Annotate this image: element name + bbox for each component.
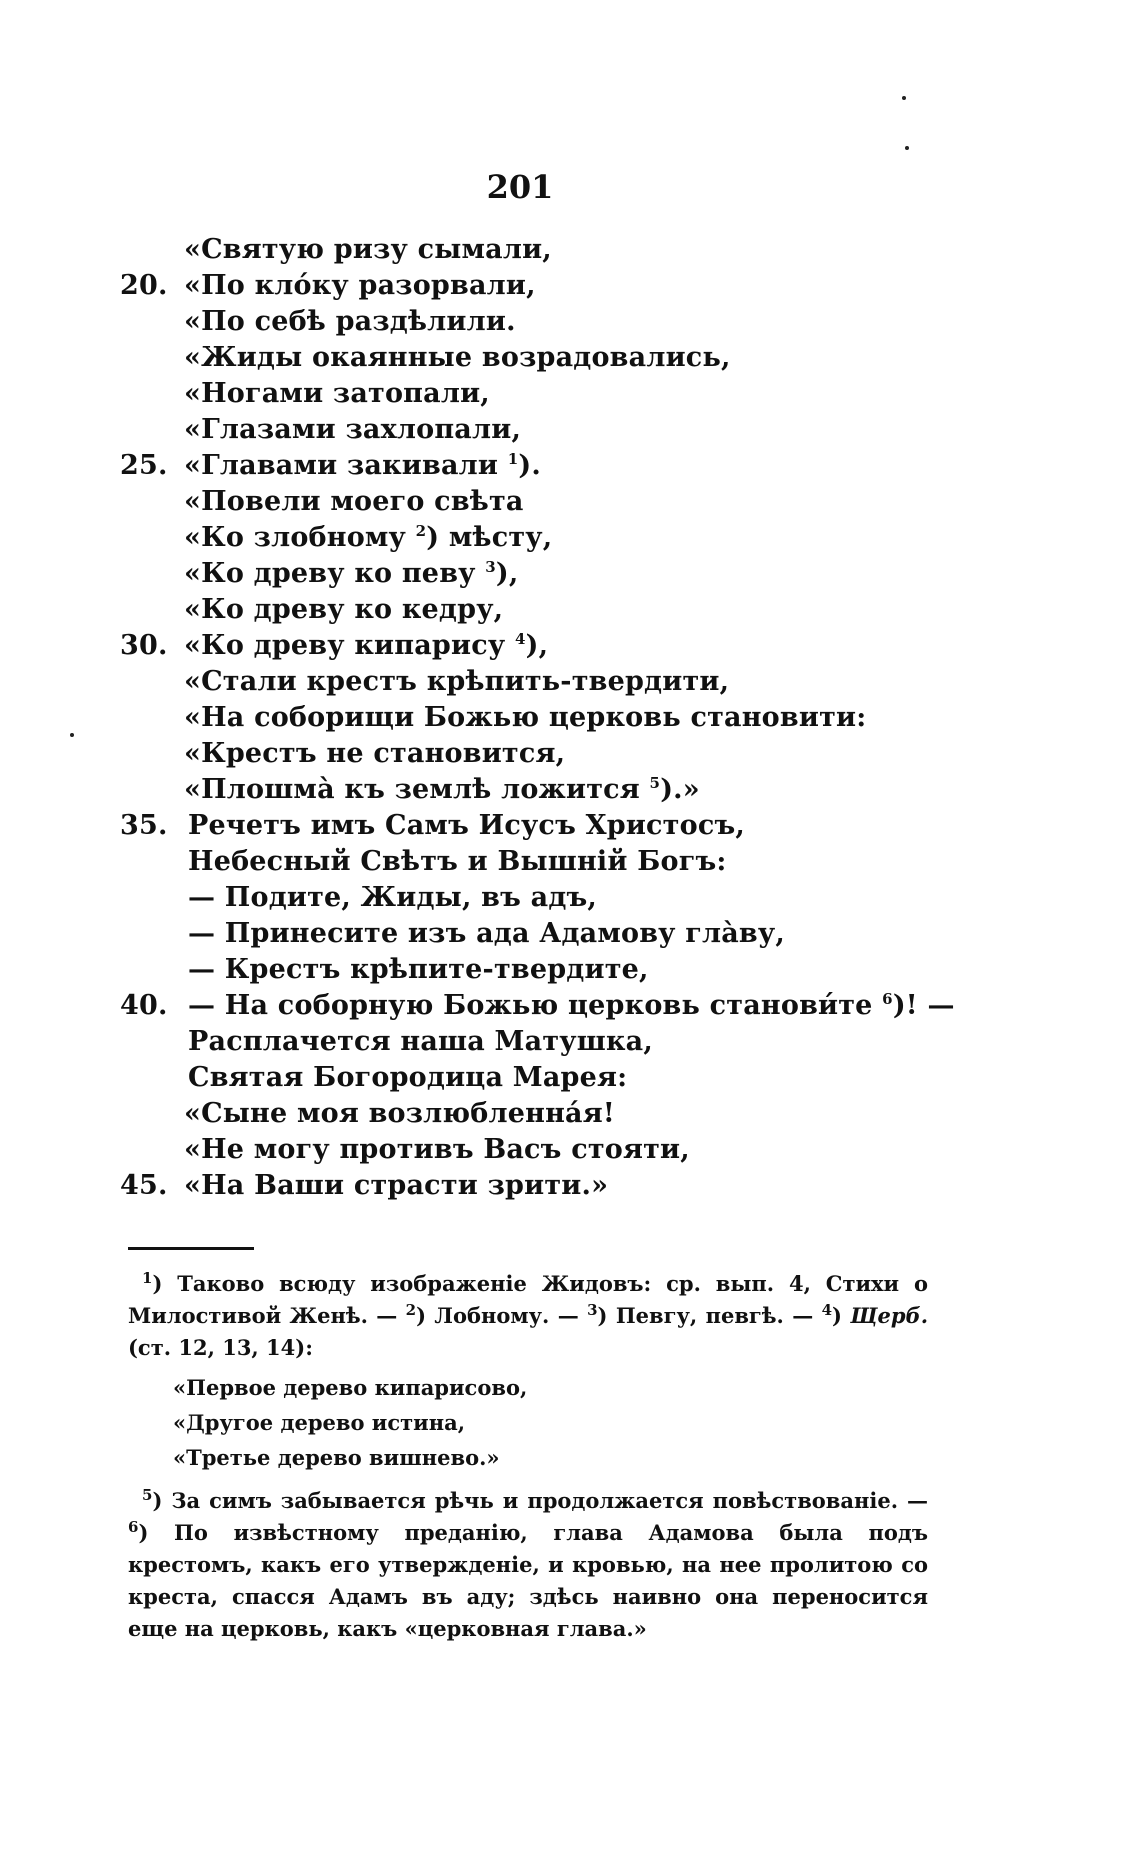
footnote-ref: 2 bbox=[415, 522, 427, 540]
verse-text bbox=[184, 664, 729, 700]
verse-text-after: ), bbox=[525, 630, 549, 661]
verse-text-after: ), bbox=[495, 558, 519, 589]
verse-line bbox=[120, 376, 980, 412]
footnote-1-4 bbox=[128, 1268, 928, 1364]
verse-text-main: «Стали крестъ крѣпить-твердити, bbox=[184, 666, 730, 697]
verse-line bbox=[120, 844, 980, 880]
verse-line bbox=[120, 1060, 980, 1096]
footnote-divider bbox=[128, 1247, 254, 1250]
line-number: 45. bbox=[120, 1170, 168, 1201]
verse-line bbox=[120, 340, 980, 376]
verse-line bbox=[120, 412, 980, 448]
verse-line bbox=[120, 520, 980, 556]
footnote-ref: 6 bbox=[882, 990, 893, 1008]
verse-text bbox=[184, 628, 548, 664]
verse-text-main: «Плошмà къ землѣ ложится bbox=[184, 774, 640, 805]
verse-text bbox=[184, 592, 503, 628]
verse-text bbox=[184, 268, 536, 304]
verse-line bbox=[120, 880, 980, 916]
verse-line bbox=[120, 448, 980, 484]
verse-text bbox=[188, 844, 727, 880]
verse-text-after: ) мѣсту, bbox=[426, 522, 553, 553]
verse-text-main: Расплачется наша Матушка, bbox=[188, 1026, 653, 1057]
verse-line bbox=[120, 1096, 980, 1132]
verse-text-main: «Ко древу ко певу bbox=[184, 558, 476, 589]
footnote-2-text: ) Лобному. — bbox=[416, 1303, 579, 1328]
verse-text bbox=[184, 736, 565, 772]
footnote-marker: 5 bbox=[142, 1486, 153, 1504]
footnotes bbox=[128, 1268, 928, 1645]
verse-block bbox=[120, 232, 980, 1204]
verse-text bbox=[188, 916, 785, 952]
verse-text-main: Небесный Свѣтъ и Вышній Богъ: bbox=[188, 846, 727, 877]
footnote-ref: 1 bbox=[507, 450, 519, 468]
verse-text bbox=[184, 340, 731, 376]
footnote-ref: 5 bbox=[649, 774, 661, 792]
verse-text-main: «Ко древу ко кедру, bbox=[184, 594, 504, 625]
verse-text bbox=[188, 1024, 653, 1060]
verse-text-main: — На соборную Божью церковь станови́те bbox=[188, 990, 873, 1021]
verse-text bbox=[188, 952, 649, 988]
verse-text-main: «По себѣ раздѣлили. bbox=[184, 306, 516, 337]
footnote-quote bbox=[173, 1370, 928, 1475]
verse-text bbox=[184, 304, 516, 340]
verse-line bbox=[120, 808, 980, 844]
verse-text-main: «Повели моего свѣта bbox=[184, 486, 524, 517]
footnote-marker: 6 bbox=[128, 1518, 139, 1536]
verse-text-main: «Ногами затопали, bbox=[184, 378, 490, 409]
verse-text-main: «Не могу противъ Васъ стояти, bbox=[184, 1134, 690, 1165]
verse-text-main: «На Ваши страсти зрити.» bbox=[184, 1170, 609, 1201]
footnote-5-text: ) За симъ забывается рѣчь и продолжается повѣствованіе. — bbox=[152, 1488, 928, 1513]
verse-line bbox=[120, 916, 980, 952]
verse-text bbox=[184, 412, 521, 448]
footnote-4-text-b: (ст. 12, 13, 14): bbox=[128, 1335, 313, 1360]
verse-text-main: Святая Богородица Марея: bbox=[188, 1062, 628, 1093]
verse-line bbox=[120, 232, 980, 268]
verse-line bbox=[120, 664, 980, 700]
verse-text bbox=[188, 880, 597, 916]
verse-text bbox=[184, 448, 541, 484]
line-number: 20. bbox=[120, 270, 168, 301]
verse-line bbox=[120, 1168, 980, 1204]
verse-text bbox=[188, 808, 745, 844]
verse-line bbox=[120, 592, 980, 628]
verse-line bbox=[120, 700, 980, 736]
verse-text-main: — Принесите изъ ада Адамову глàву, bbox=[188, 918, 785, 949]
verse-text-main: «Жиды окаянные возрадовались, bbox=[184, 342, 731, 373]
footnote-marker: 2 bbox=[405, 1301, 417, 1319]
line-number: 30. bbox=[120, 630, 168, 661]
verse-text-main: «Ко древу кипарису bbox=[184, 630, 506, 661]
verse-text bbox=[188, 1060, 627, 1096]
verse-text-main: «На соборищи Божью церковь становити: bbox=[184, 702, 867, 733]
verse-line bbox=[120, 1132, 980, 1168]
verse-line bbox=[120, 1024, 980, 1060]
verse-text-main: «Сыне моя возлюбленнáя! bbox=[184, 1098, 615, 1129]
quote-line: «Другое дерево истина, bbox=[173, 1410, 466, 1435]
verse-text bbox=[188, 988, 955, 1024]
verse-text-after: ). bbox=[518, 450, 541, 481]
verse-text-main: — Крестъ крѣпите-твердите, bbox=[188, 954, 649, 985]
verse-text bbox=[184, 1168, 608, 1204]
footnote-marker: 1 bbox=[142, 1269, 153, 1287]
footnote-6-text: ) По извѣстному преданію, глава Адамова была подъ крестомъ, какъ его утвержденіе, и кровью, на нее пролитою со креста, спасся Адамъ въ аду; здѣсь наивно она переносится еще на церковь, какъ «церковная глава.» bbox=[128, 1520, 928, 1641]
page-number: 201 bbox=[486, 168, 554, 206]
footnote-ref: 3 bbox=[485, 558, 496, 576]
verse-text bbox=[184, 556, 518, 592]
verse-text-main: «Святую ризу сымали, bbox=[184, 234, 552, 265]
verse-text bbox=[184, 1132, 690, 1168]
verse-text-main: — Подите, Жиды, въ адъ, bbox=[188, 882, 598, 913]
footnote-1-text: ) Таково всюду изображеніе Жидовъ: ср. вып. 4, Стихи о Милостивой Женѣ. — bbox=[128, 1271, 928, 1328]
footnote-marker: 3 bbox=[587, 1301, 598, 1319]
verse-text bbox=[184, 700, 866, 736]
verse-text-after: ).» bbox=[660, 774, 700, 805]
footnote-4-italic: Щерб. bbox=[850, 1303, 929, 1328]
verse-text bbox=[184, 376, 490, 412]
verse-text bbox=[184, 484, 524, 520]
verse-text-main: «Глазами захлопали, bbox=[184, 414, 522, 445]
verse-text bbox=[184, 520, 552, 556]
verse-text bbox=[184, 232, 552, 268]
quote-line: «Третье дерево вишнево.» bbox=[173, 1445, 500, 1470]
verse-text-main: «Крестъ не становится, bbox=[184, 738, 566, 769]
footnote-3-text: ) Певгу, певгѣ. — bbox=[597, 1303, 814, 1328]
verse-line bbox=[120, 772, 980, 808]
verse-line bbox=[120, 484, 980, 520]
verse-text-main: «По клóку разорвали, bbox=[184, 270, 536, 301]
verse-line bbox=[120, 556, 980, 592]
footnote-marker: 4 bbox=[821, 1301, 833, 1319]
speck bbox=[905, 146, 909, 150]
footnote-ref: 4 bbox=[514, 630, 526, 648]
speck bbox=[70, 733, 74, 737]
verse-line bbox=[120, 952, 980, 988]
verse-line bbox=[120, 988, 980, 1024]
verse-line bbox=[120, 628, 980, 664]
line-number: 25. bbox=[120, 450, 168, 481]
quote-line: «Первое дерево кипарисово, bbox=[173, 1375, 528, 1400]
verse-text bbox=[184, 772, 700, 808]
line-number: 35. bbox=[120, 810, 168, 841]
verse-text-main: «Ко злобному bbox=[184, 522, 407, 553]
verse-text-after: )! — bbox=[892, 990, 955, 1021]
verse-line bbox=[120, 736, 980, 772]
verse-line bbox=[120, 304, 980, 340]
line-number: 40. bbox=[120, 990, 168, 1021]
verse-text-main: «Главами закивали bbox=[184, 450, 499, 481]
verse-text bbox=[184, 1096, 615, 1132]
speck bbox=[902, 96, 906, 100]
footnote-4-text-a: ) bbox=[832, 1303, 842, 1328]
footnote-5-6 bbox=[128, 1485, 928, 1645]
verse-line bbox=[120, 268, 980, 304]
verse-text-main: Речетъ имъ Самъ Исусъ Христосъ, bbox=[188, 810, 745, 841]
